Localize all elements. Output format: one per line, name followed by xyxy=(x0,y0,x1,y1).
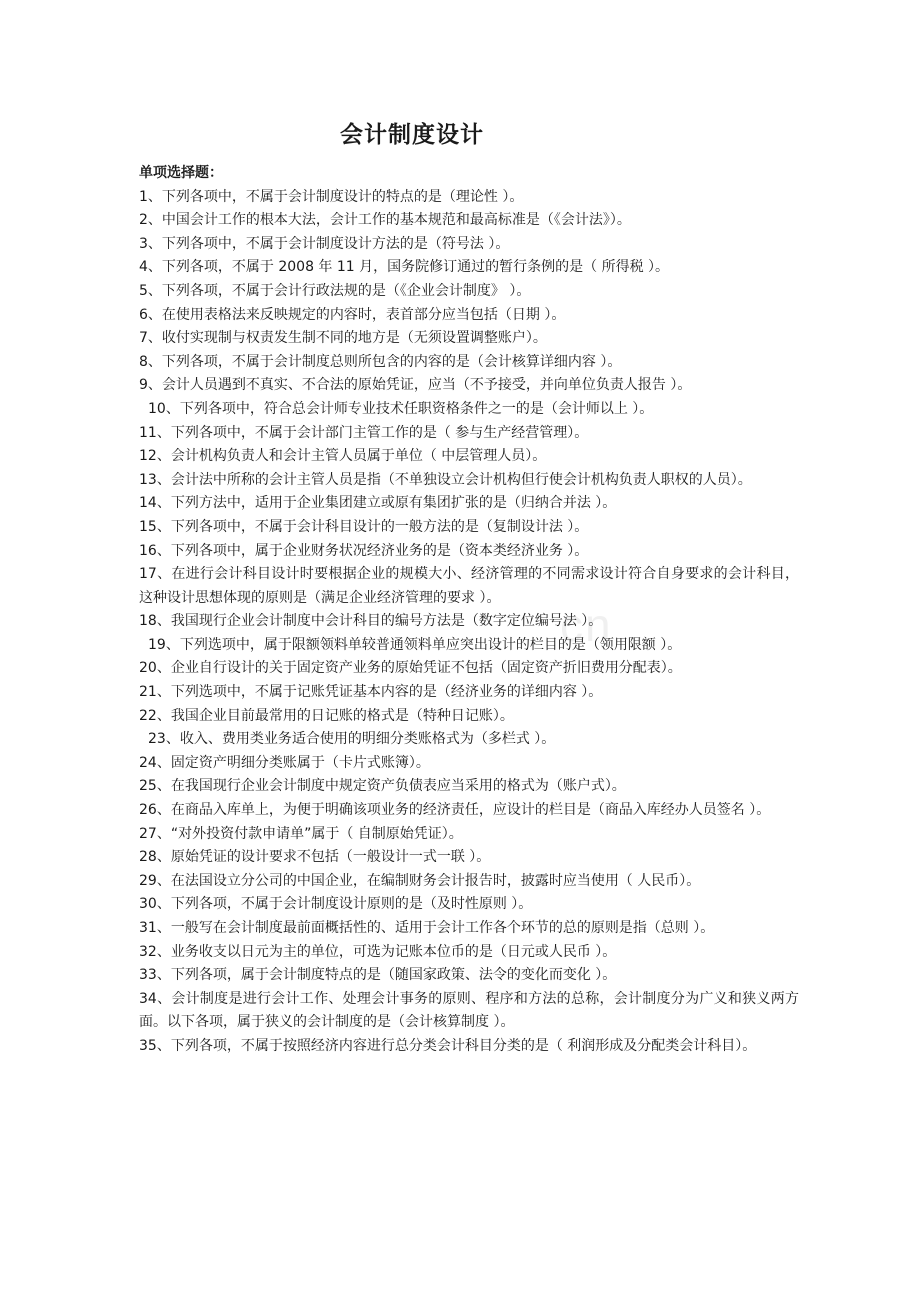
question-item: 22、我国企业目前最常用的日记账的格式是（特种日记账）。 xyxy=(139,707,514,724)
document-body xyxy=(139,162,799,1059)
question-item: 1、下列各项中，不属于会计制度设计的特点的是（理论性 ）。 xyxy=(139,188,524,205)
question-item: 27、“对外投资付款申请单”属于（ 自制原始凭证）。 xyxy=(139,825,463,842)
question-item: 3、下列各项中，不属于会计制度设计方法的是（符号法 ）。 xyxy=(139,235,510,252)
question-item: 12、会计机构负责人和会计主管人员属于单位（ 中层管理人员）。 xyxy=(139,448,547,465)
question-item: 18、我国现行企业会计制度中会计科目的编号方法是（数字定位编号法 ）。 xyxy=(139,613,603,630)
question-item: 17、在进行会计科目设计时要根据企业的规模大小、经济管理的不同需求设计符合自身要求的会计科目，这种设计思想体现的原则是（满足企业经济管理的要求 ）。 xyxy=(139,566,799,606)
question-item: 9、会计人员遇到不真实、不合法的原始凭证，应当（不予接受，并向单位负责人报告 ）。 xyxy=(139,377,692,394)
question-item: 32、业务收支以日元为主的单位，可选为记账本位币的是（日元或人民币 ）。 xyxy=(139,943,617,960)
question-item: 35、下列各项，不属于按照经济内容进行总分类会计科目分类的是（ 利润形成及分配类会计科目）。 xyxy=(139,1037,757,1054)
document-title: 会计制度设计 xyxy=(340,122,484,148)
section-heading: 单项选择题： xyxy=(139,165,223,181)
question-item: 29、在法国设立分公司的中国企业，在编制财务会计报告时，披露时应当使用（ 人民币）。 xyxy=(139,872,701,889)
question-item: 20、企业自行设计的关于固定资产业务的原始凭证不包括（固定资产折旧费用分配表）。 xyxy=(139,660,682,677)
question-item: 28、原始凭证的设计要求不包括（一般设计一式一联 ）。 xyxy=(139,849,491,866)
question-item: 5、下列各项，不属于会计行政法规的是（《企业会计制度》 ）。 xyxy=(139,282,531,299)
question-item: 30、下列各项，不属于会计制度设计原则的是（及时性原则 ）。 xyxy=(139,896,533,913)
watermark: cn xyxy=(560,599,613,651)
question-item: 13、会计法中所称的会计主管人员是指（不单独设立会计机构但行使会计机构负责人职权的人员）。 xyxy=(139,471,752,488)
question-item: 10、下列各项中，符合总会计师专业技术任职资格条件之一的是（会计师以上 ）。 xyxy=(148,400,654,417)
question-item: 14、下列方法中，适用于企业集团建立或原有集团扩张的是（归纳合并法 ）。 xyxy=(139,495,617,512)
question-item: 16、下列各项中，属于企业财务状况经济业务的是（资本类经济业务 ）。 xyxy=(139,542,589,559)
question-item: 33、下列各项，属于会计制度特点的是（随国家政策、法令的变化而变化 ）。 xyxy=(139,967,617,984)
question-item: 26、在商品入库单上，为便于明确该项业务的经济责任，应设计的栏目是（商品入库经办人员签名 ）。 xyxy=(139,802,771,819)
question-item: 15、下列各项中，不属于会计科目设计的一般方法的是（复制设计法 ）。 xyxy=(139,518,589,535)
question-item: 25、在我国现行企业会计制度中规定资产负债表应当采用的格式为（账户式）。 xyxy=(139,778,626,795)
question-item: 31、一般写在会计制度最前面概括性的、适用于会计工作各个环节的总的原则是指（总则 ）。 xyxy=(139,920,715,936)
question-item: 2、中国会计工作的根本大法，会计工作的基本规范和最高标准是（《会计法》）。 xyxy=(139,212,631,229)
question-item: 23、收入、费用类业务适合使用的明细分类账格式为（多栏式 ）。 xyxy=(148,731,556,748)
question-item: 21、下列选项中，不属于记账凭证基本内容的是（经济业务的详细内容 ）。 xyxy=(139,684,603,701)
question-item: 19、下列选项中，属于限额领料单较普通领料单应突出设计的栏目的是（领用限额 ）。 xyxy=(148,636,682,653)
question-item: 6、在使用表格法来反映规定的内容时，表首部分应当包括（日期 ）。 xyxy=(139,306,566,323)
question-item: 7、收付实现制与权责发生制不同的地方是（无须设置调整账户）。 xyxy=(139,330,547,347)
question-item: 11、下列各项中，不属于会计部门主管工作的是（ 参与生产经营管理）。 xyxy=(139,424,589,441)
question-item: 24、固定资产明细分类账属于（卡片式账簿）。 xyxy=(139,754,430,771)
question-item: 34、会计制度是进行会计工作、处理会计事务的原则、程序和方法的总称，会计制度分为广义和狭义两方面。以下各项，属于狭义的会计制度的是（会计核算制度 ）。 xyxy=(139,990,799,1031)
question-item: 4、下列各项，不属于 2008 年 11 月，国务院修订通过的暂行条例的是（ 所得税 ）。 xyxy=(139,259,670,276)
question-item: 8、下列各项，不属于会计制度总则所包含的内容的是（会计核算详细内容 ）。 xyxy=(139,353,622,370)
